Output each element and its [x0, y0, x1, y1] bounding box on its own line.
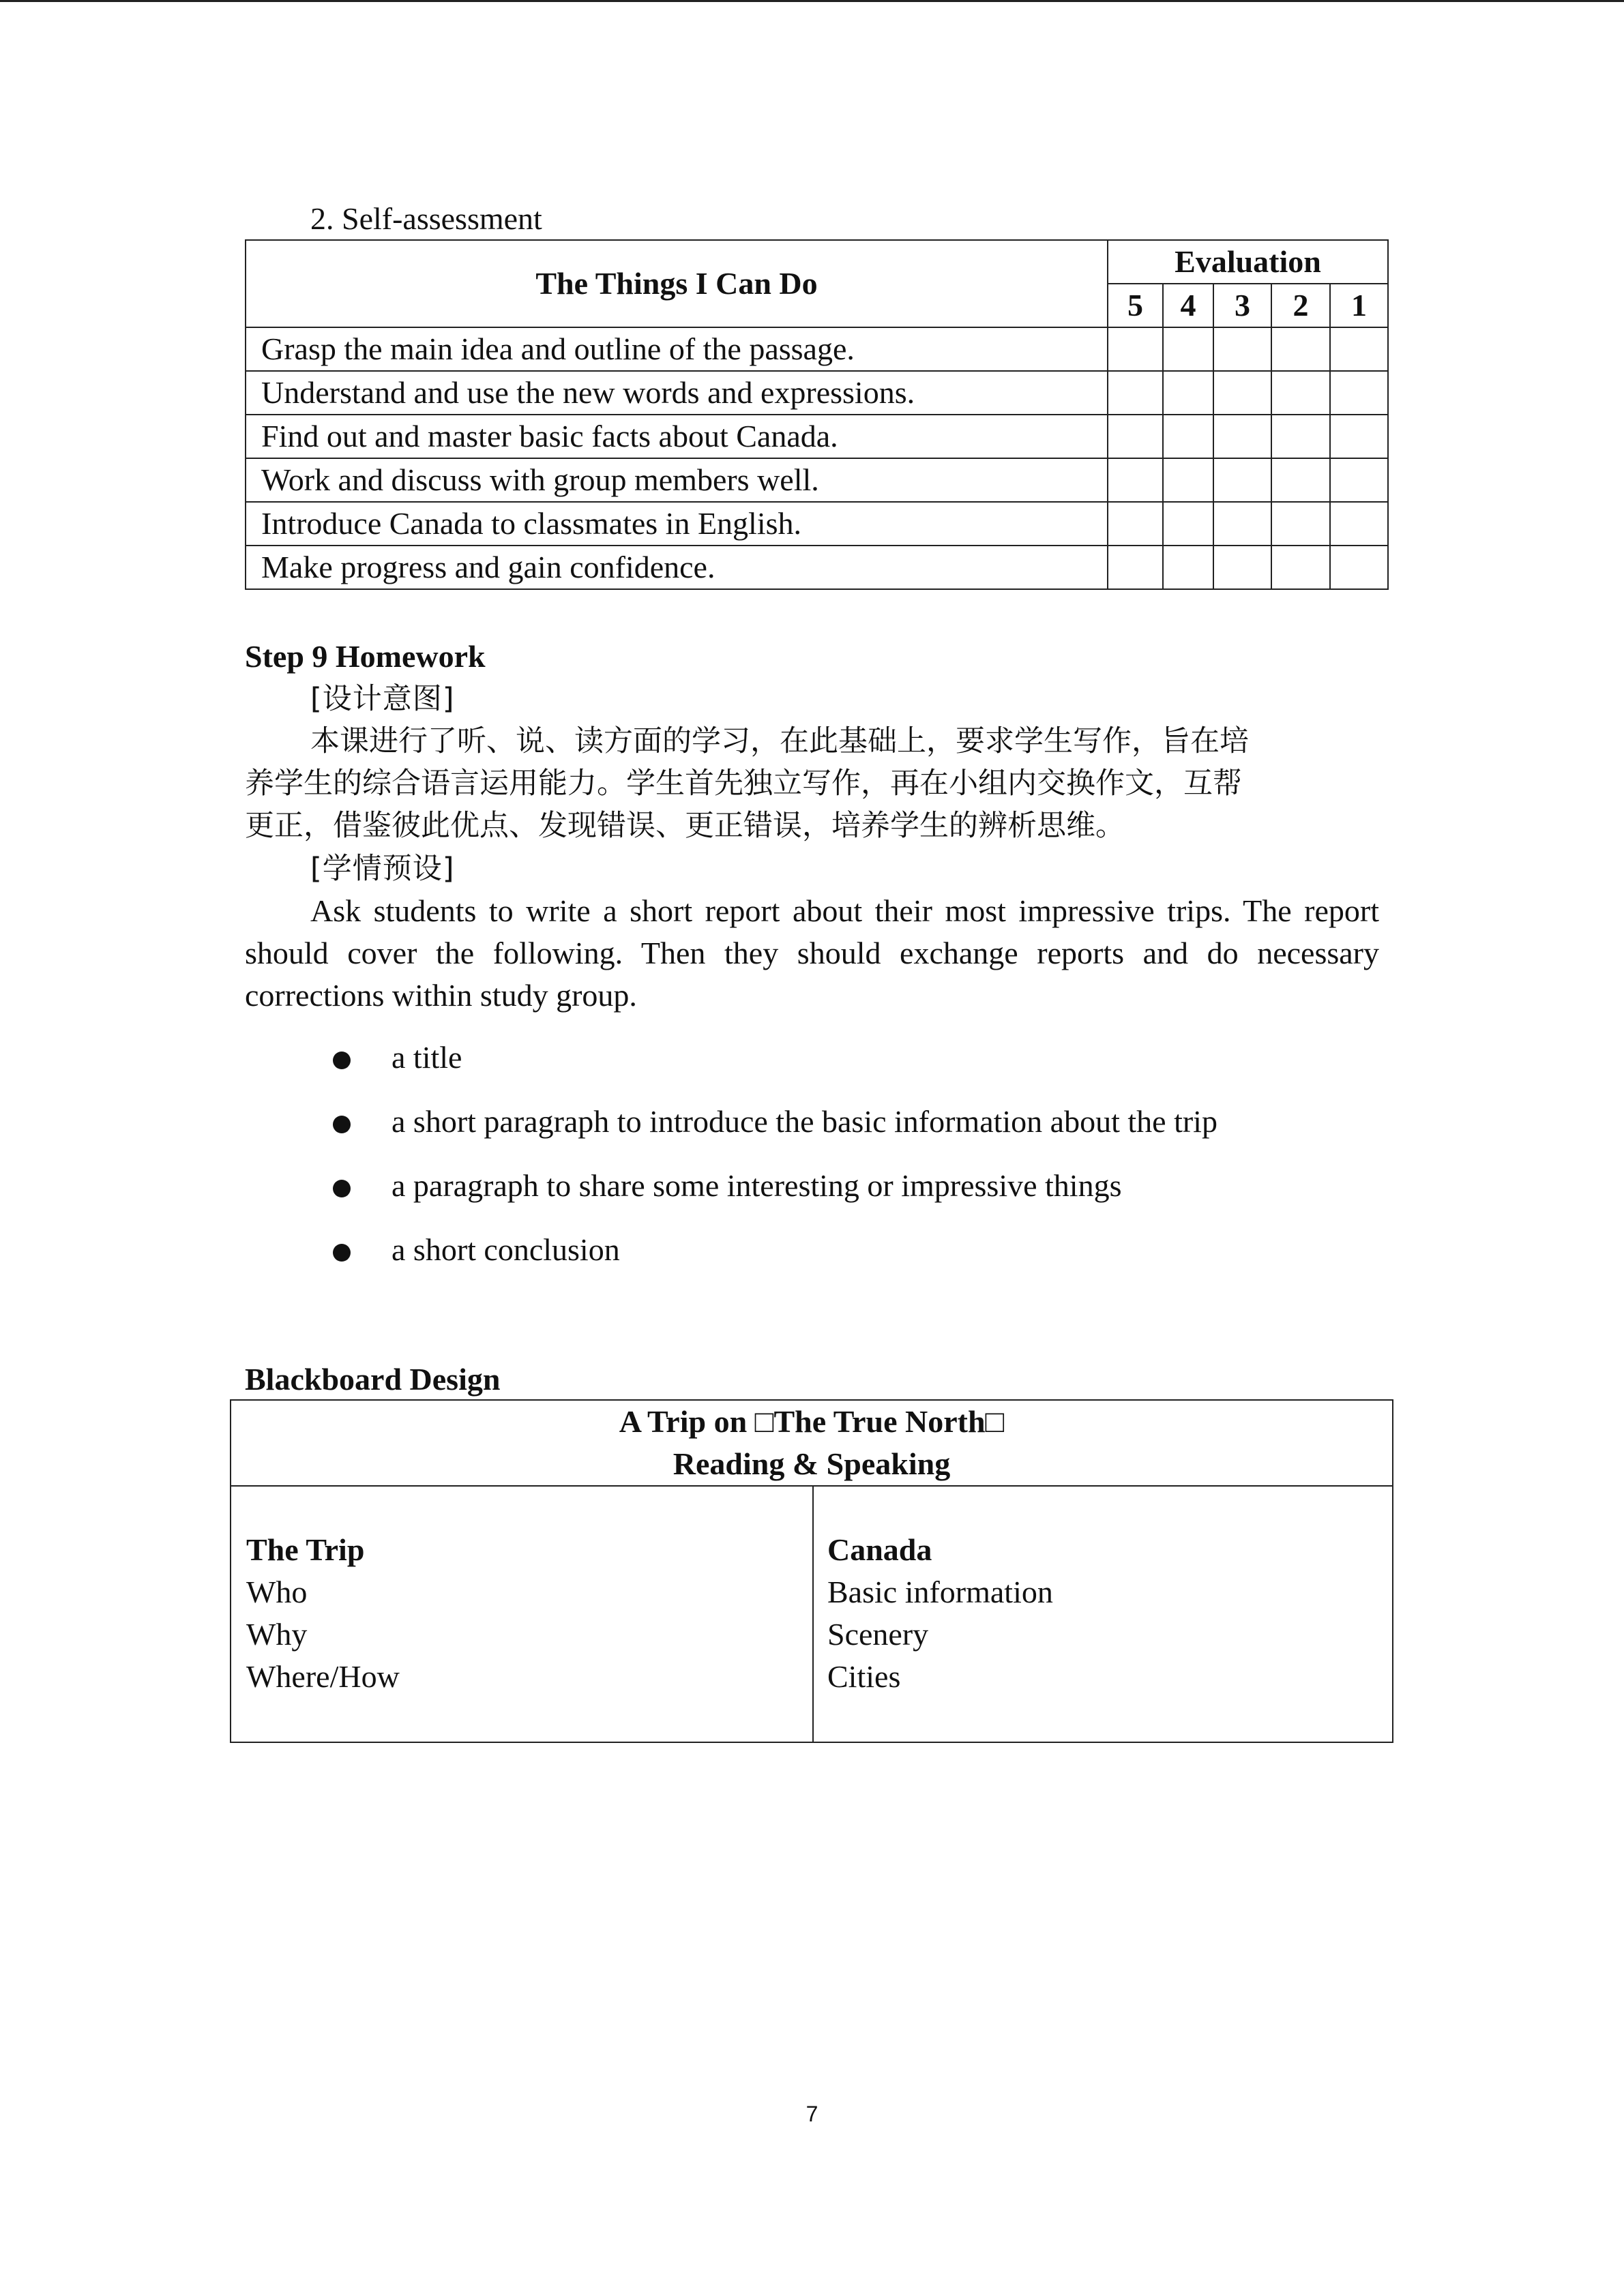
blackboard-table [230, 1399, 1393, 1743]
design-intent-label: [设计意图] [310, 682, 455, 716]
column-item: Why [246, 1617, 308, 1652]
score-cell[interactable] [1213, 327, 1271, 371]
blackboard-left-column [246, 1529, 400, 1698]
row-label: Grasp the main idea and outline of the passage. [246, 327, 1108, 371]
self-assessment-table [245, 239, 1389, 590]
blackboard-heading: Blackboard Design [245, 1362, 501, 1397]
score-cell[interactable] [1271, 502, 1330, 546]
score-cell[interactable] [1163, 371, 1213, 415]
paragraph-line: 更正，借鉴彼此优点、发现错误、更正错误，培养学生的辨析思维。 [245, 809, 1125, 843]
score-cell[interactable] [1271, 327, 1330, 371]
bullet-icon [333, 1052, 351, 1069]
blackboard-title [231, 1401, 1392, 1487]
column-item: Basic information [827, 1575, 1053, 1609]
score-cell[interactable] [1271, 546, 1330, 589]
score-cell[interactable] [1108, 327, 1163, 371]
table-row [246, 458, 1388, 502]
table-row [246, 415, 1388, 458]
score-cell[interactable] [1108, 458, 1163, 502]
score-cell[interactable] [1213, 371, 1271, 415]
score-cell[interactable] [1330, 546, 1388, 589]
score-cell[interactable] [1163, 415, 1213, 458]
blackboard-right-column [827, 1529, 1053, 1698]
score-header: 5 [1108, 284, 1163, 327]
score-cell[interactable] [1108, 546, 1163, 589]
table-row [246, 371, 1388, 415]
column-title: The Trip [246, 1532, 365, 1567]
column-item: Who [246, 1575, 308, 1609]
column-item: Where/How [246, 1659, 400, 1694]
score-cell[interactable] [1213, 415, 1271, 458]
bullet-icon [333, 1180, 351, 1197]
row-label: Understand and use the new words and expressions. [246, 371, 1108, 415]
table-row [246, 327, 1388, 371]
col-header-things: The Things I Can Do [246, 240, 1108, 327]
page-number: 7 [806, 2102, 818, 2126]
column-title: Canada [827, 1532, 932, 1567]
column-item: Cities [827, 1659, 901, 1694]
row-label: Introduce Canada to classmates in English. [246, 502, 1108, 546]
score-cell[interactable] [1271, 371, 1330, 415]
score-cell[interactable] [1108, 371, 1163, 415]
bullet-icon [333, 1244, 351, 1262]
column-item: Scenery [827, 1617, 929, 1652]
score-cell[interactable] [1271, 415, 1330, 458]
score-cell[interactable] [1213, 546, 1271, 589]
score-cell[interactable] [1108, 415, 1163, 458]
learning-label: [学情预设] [310, 852, 455, 886]
score-cell[interactable] [1108, 502, 1163, 546]
score-cell[interactable] [1163, 458, 1213, 502]
blackboard-title-line: A Trip on □The True North□ [619, 1404, 1005, 1439]
score-cell[interactable] [1213, 458, 1271, 502]
score-header: 3 [1213, 284, 1271, 327]
score-cell[interactable] [1163, 502, 1213, 546]
score-cell[interactable] [1271, 458, 1330, 502]
score-cell[interactable] [1330, 371, 1388, 415]
score-cell[interactable] [1330, 502, 1388, 546]
instruction-paragraph [245, 890, 1379, 1017]
paragraph-line: 本课进行了听、说、读方面的学习，在此基础上，要求学生写作，旨在培 [310, 724, 1249, 758]
score-cell[interactable] [1330, 327, 1388, 371]
paragraph-line: Ask students to write a short report about their most impressive trips. The report [310, 893, 1379, 928]
row-label: Make progress and gain confidence. [246, 546, 1108, 589]
blackboard-subtitle-line: Reading & Speaking [673, 1446, 951, 1481]
paragraph-line: corrections within study group. [245, 978, 637, 1013]
score-cell[interactable] [1213, 502, 1271, 546]
table-row [246, 546, 1388, 589]
col-header-evaluation: Evaluation [1108, 240, 1388, 284]
score-header: 1 [1330, 284, 1388, 327]
row-label: Work and discuss with group members well. [246, 458, 1108, 502]
self-assessment-heading: 2. Self-assessment [310, 201, 542, 236]
score-cell[interactable] [1163, 327, 1213, 371]
page-top-border [0, 0, 1624, 2]
paragraph-line: 养学生的综合语言运用能力。学生首先独立写作，再在小组内交换作文，互帮 [245, 766, 1242, 801]
blackboard-column-divider [812, 1487, 814, 1743]
bullet-icon [333, 1116, 351, 1133]
score-cell[interactable] [1163, 546, 1213, 589]
row-label: Find out and master basic facts about Canada. [246, 415, 1108, 458]
score-header: 2 [1271, 284, 1330, 327]
table-row [246, 502, 1388, 546]
score-cell[interactable] [1330, 458, 1388, 502]
score-cell[interactable] [1330, 415, 1388, 458]
paragraph-line: should cover the following. Then they should exchange reports and do necessary [245, 936, 1379, 970]
score-header: 4 [1163, 284, 1213, 327]
design-intent-paragraph [245, 720, 1363, 847]
homework-title: Step 9 Homework [245, 639, 486, 674]
